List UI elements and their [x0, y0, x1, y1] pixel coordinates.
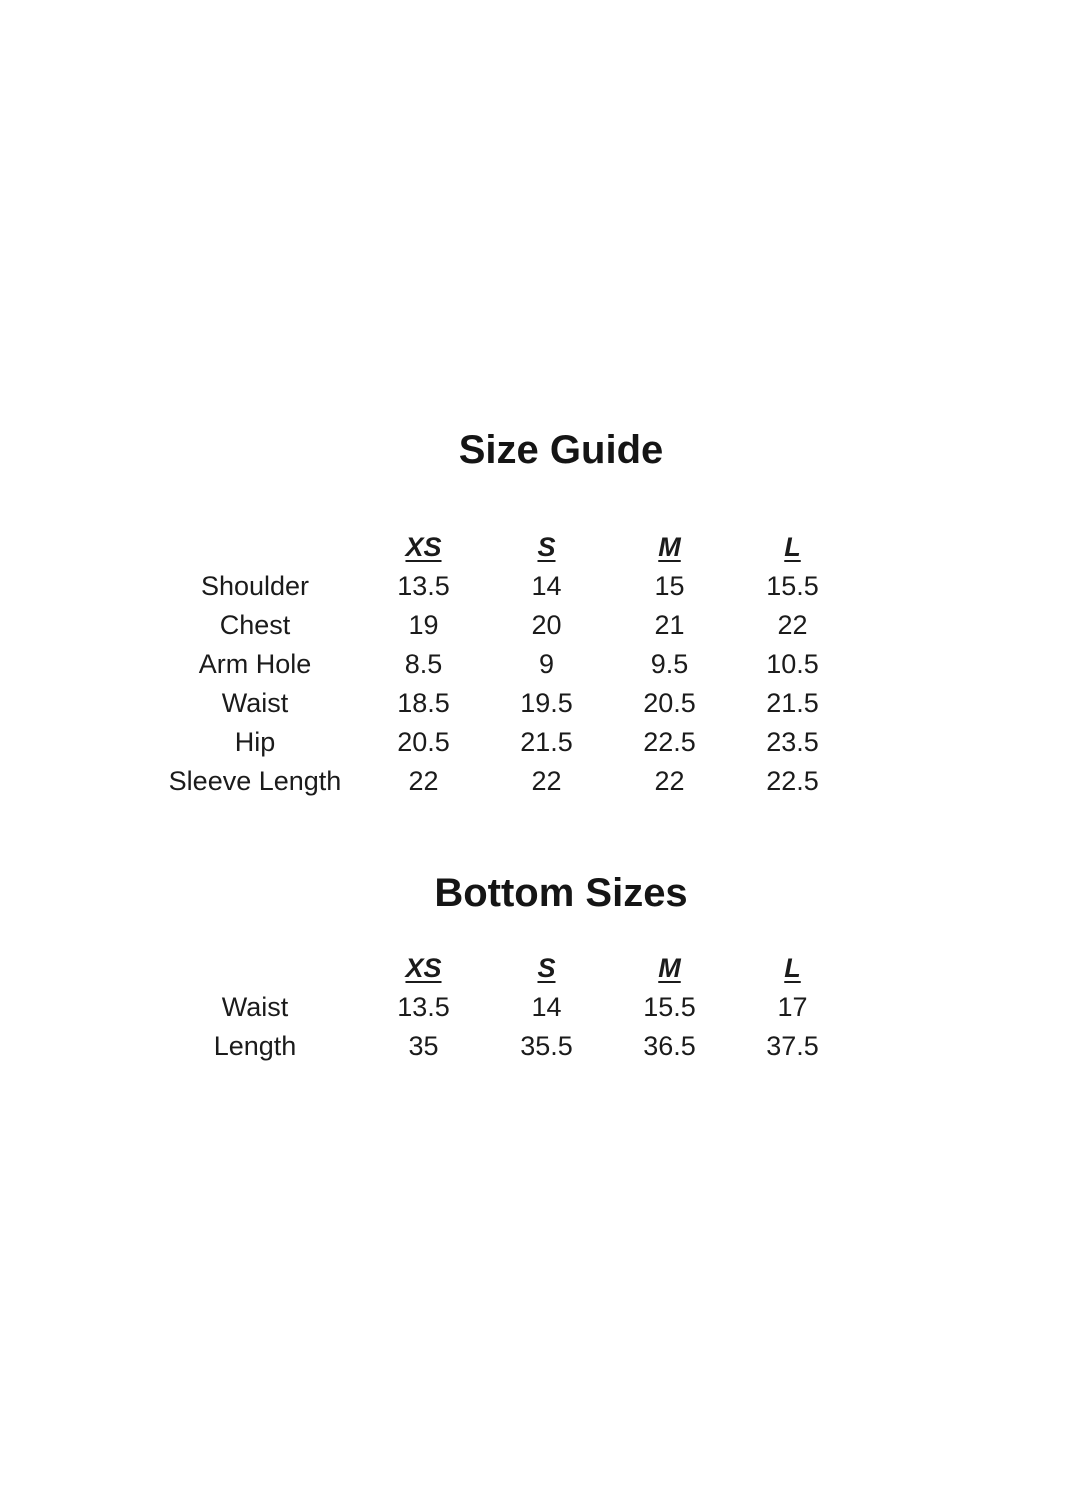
cell: 10.5: [766, 649, 819, 679]
cell: 19: [408, 610, 439, 640]
cell: 22: [531, 766, 562, 796]
cell: 15.5: [766, 571, 819, 601]
row-label: Waist: [221, 992, 289, 1022]
corner-cell: [148, 949, 362, 988]
bottom-sizes-title: Bottom Sizes: [434, 871, 688, 915]
cell: 21.5: [520, 727, 573, 757]
table-row-shoulder: [148, 567, 854, 606]
row-label: Sleeve Length: [168, 766, 342, 796]
table-row-bottom-waist: [148, 988, 854, 1027]
column-header-m: M: [658, 953, 681, 983]
cell: 22.5: [643, 727, 696, 757]
cell: 18.5: [397, 688, 450, 718]
cell: 15: [654, 571, 685, 601]
row-label: Arm Hole: [198, 649, 312, 679]
column-header-xs: XS: [405, 953, 442, 983]
cell: 9: [538, 649, 555, 679]
bottom-sizes-table: [148, 949, 854, 1066]
table-row-hip: [148, 723, 854, 762]
cell: 17: [777, 992, 808, 1022]
cell: 19.5: [520, 688, 573, 718]
table-row-arm-hole: [148, 645, 854, 684]
corner-cell: [148, 528, 362, 567]
column-header-xs: XS: [405, 532, 442, 562]
row-label: Chest: [219, 610, 291, 640]
cell: 22: [777, 610, 808, 640]
size-guide-table: [148, 528, 854, 801]
cell: 21: [654, 610, 685, 640]
cell: 14: [531, 992, 562, 1022]
cell: 22.5: [766, 766, 819, 796]
table-row-waist: [148, 684, 854, 723]
cell: 20.5: [397, 727, 450, 757]
row-label: Length: [213, 1031, 297, 1061]
table-row-sleeve-length: [148, 762, 854, 801]
row-label: Waist: [221, 688, 289, 718]
table-row-chest: [148, 606, 854, 645]
cell: 22: [408, 766, 439, 796]
cell: 20.5: [643, 688, 696, 718]
cell: 13.5: [397, 992, 450, 1022]
cell: 21.5: [766, 688, 819, 718]
size-guide-header-row: [148, 528, 854, 567]
cell: 8.5: [404, 649, 443, 679]
cell: 23.5: [766, 727, 819, 757]
cell: 36.5: [643, 1031, 696, 1061]
cell: 37.5: [766, 1031, 819, 1061]
cell: 35.5: [520, 1031, 573, 1061]
column-header-s: S: [537, 532, 556, 562]
column-header-l: L: [784, 532, 801, 562]
column-header-s: S: [537, 953, 556, 983]
cell: 9.5: [650, 649, 689, 679]
table-row-bottom-length: [148, 1027, 854, 1066]
column-header-l: L: [784, 953, 801, 983]
row-label: Hip: [234, 727, 276, 757]
cell: 13.5: [397, 571, 450, 601]
cell: 22: [654, 766, 685, 796]
cell: 35: [408, 1031, 439, 1061]
row-label: Shoulder: [200, 571, 310, 601]
cell: 14: [531, 571, 562, 601]
cell: 15.5: [643, 992, 696, 1022]
size-guide-title: Size Guide: [458, 428, 664, 472]
bottom-sizes-header-row: [148, 949, 854, 988]
cell: 20: [531, 610, 562, 640]
column-header-m: M: [658, 532, 681, 562]
